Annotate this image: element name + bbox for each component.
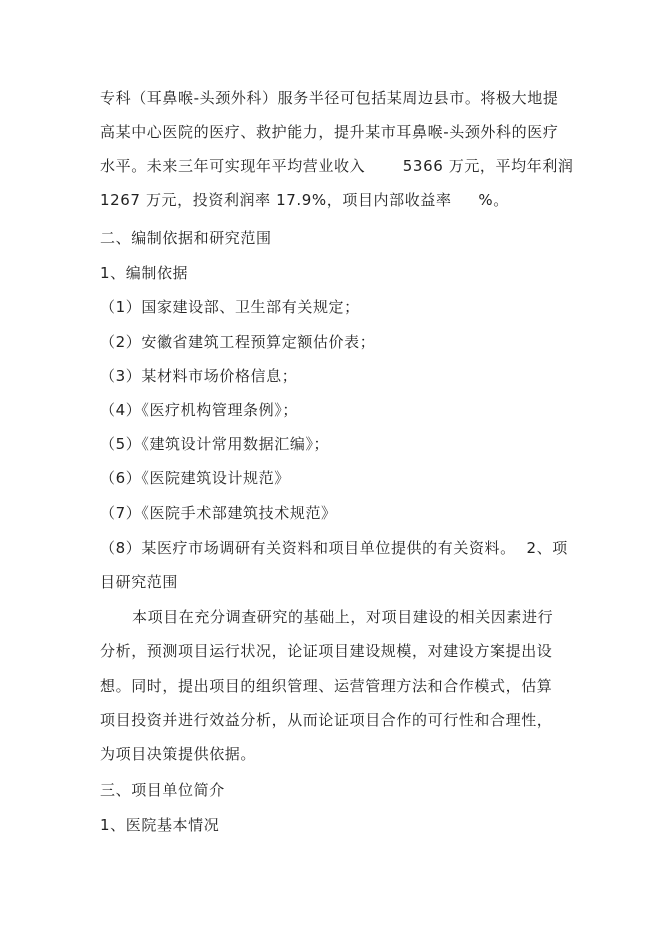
section2-subheading2-cont: 目研究范围 (100, 573, 179, 591)
scope-line5: 为项目决策提供依据。 (100, 745, 257, 763)
basis-item: （1）国家建设部、卫生部有关规定； (100, 298, 360, 316)
section3-heading: 三、项目单位简介 (100, 781, 225, 799)
basis-item: （7）《医院手术部建筑技术规范》 (100, 504, 337, 522)
section2-subheading1: 1、编制依据 (100, 264, 189, 282)
scope-line4: 项目投资并进行效益分析，从而论证项目合作的可行性和合理性， (100, 711, 553, 729)
basis-item: （3）某材料市场价格信息； (100, 367, 298, 385)
basis-item: （4）《医疗机构管理条例》； (100, 401, 298, 419)
basis-item: （8）某医疗市场调研有关资料和项目单位提供的有关资料。 2、项 (100, 539, 568, 557)
scope-line3: 想。同时，提出项目的组织管理、运营管理方法和合作模式，估算 (100, 677, 553, 695)
section2-heading: 二、编制依据和研究范围 (100, 229, 272, 247)
paragraph1-line3: 水平。未来三年可实现年平均营业收入 5366 万元，平均年利润 (100, 157, 574, 175)
section3-subheading1: 1、医院基本情况 (100, 816, 220, 834)
paragraph1-line4: 1267 万元，投资利润率 17.9%，项目内部收益率 %。 (100, 191, 509, 209)
scope-line1: 本项目在充分调查研究的基础上，对项目建设的相关因素进行 (132, 608, 554, 626)
basis-item: （6）《医院建筑设计规范》 (100, 469, 290, 487)
basis-item: （2）安徽省建筑工程预算定额估价表； (100, 333, 376, 351)
scope-line2: 分析，预测项目运行状况，论证项目建设规模，对建设方案提出设 (100, 642, 553, 660)
basis-item: （5）《建筑设计常用数据汇编》； (100, 435, 330, 453)
paragraph1-line1: 专科（耳鼻喉-头颈外科）服务半径可包括某周边县市。将极大地提 (100, 89, 559, 107)
paragraph1-line2: 高某中心医院的医疗、救护能力，提升某市耳鼻喉-头颈外科的医疗 (100, 123, 559, 141)
